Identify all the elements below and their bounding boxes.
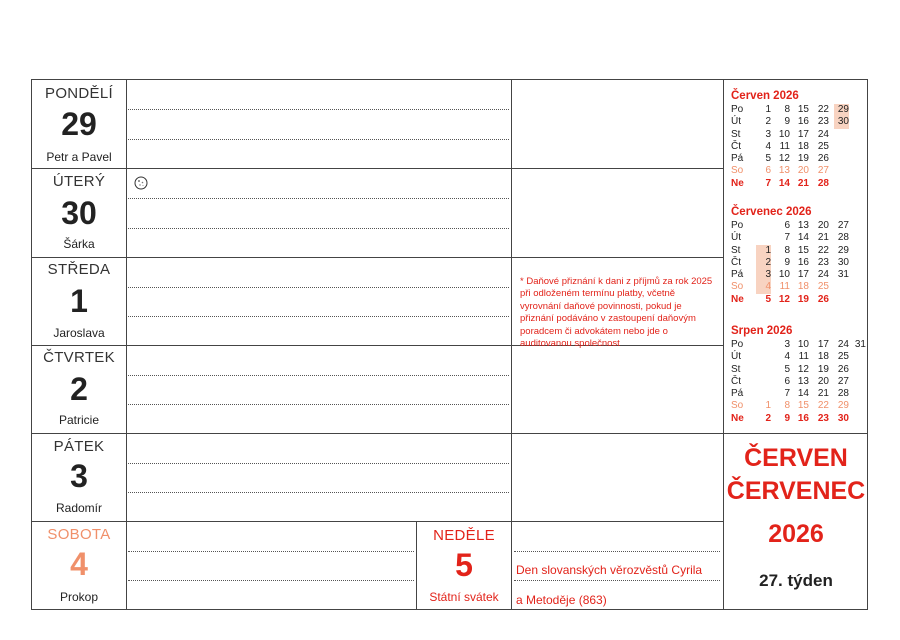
writing-line — [128, 492, 509, 493]
mini-calendar-row — [731, 232, 863, 244]
name-day: Šárka — [63, 237, 95, 251]
mini-calendar-day: 12 — [778, 293, 790, 305]
weekday-label: Čt — [731, 256, 741, 268]
mini-calendar-day: 1 — [765, 400, 771, 412]
mini-calendar-day: 30 — [837, 412, 849, 424]
mini-calendar-day: 6 — [784, 375, 790, 387]
mini-calendar-day: 26 — [837, 363, 849, 375]
mini-calendar-day: 15 — [797, 244, 809, 256]
mini-calendar-day: 18 — [817, 351, 829, 363]
mini-calendar-row — [731, 413, 863, 425]
mini-calendar-day: 3 — [784, 339, 790, 350]
day-sunday — [417, 522, 511, 609]
mini-calendar-day: 19 — [797, 293, 809, 305]
writing-line — [128, 375, 509, 376]
day-wednesday — [32, 258, 126, 346]
name-day: Jaroslava — [53, 326, 105, 340]
writing-line — [128, 580, 414, 581]
mini-calendar-day: 12 — [797, 363, 809, 375]
mini-calendar-day: 9 — [784, 412, 790, 424]
mini-calendar-day: 20 — [817, 220, 829, 231]
mini-calendar-day: 8 — [784, 104, 790, 115]
mini-calendar-day: 17 — [797, 269, 809, 281]
writing-line — [128, 316, 509, 317]
day-number: 5 — [455, 547, 473, 583]
mini-calendar-day: 5 — [765, 293, 771, 305]
day-name: PÁTEK — [53, 438, 105, 455]
mini-calendar-row — [731, 129, 863, 141]
mini-calendar-day: 25 — [817, 140, 829, 152]
mini-calendar-row — [731, 388, 863, 400]
mini-calendar-day: 26 — [817, 153, 829, 165]
mini-calendar-day: 21 — [817, 232, 829, 244]
year-title: 2026 — [768, 520, 824, 548]
mini-calendar-row — [731, 153, 863, 165]
day-separator — [32, 521, 723, 522]
mini-calendar-day: 23 — [817, 116, 829, 128]
mini-calendar-day: 22 — [817, 244, 829, 256]
mini-calendar-day: 30 — [834, 116, 849, 128]
day-friday — [32, 434, 126, 522]
mini-calendar-day: 9 — [784, 256, 790, 268]
mini-calendar-row — [731, 104, 863, 116]
mini-calendar-day: 11 — [798, 351, 809, 363]
mini-calendar-july — [731, 206, 863, 306]
mini-calendar-day: 11 — [779, 281, 790, 293]
mini-calendar-day: 21 — [817, 388, 829, 400]
mini-calendar-row — [731, 257, 863, 269]
mini-calendar-day: 20 — [797, 165, 809, 177]
day-separator — [32, 257, 723, 258]
day-name: NEDĚLE — [433, 527, 495, 544]
mini-calendar-row — [731, 294, 863, 306]
mini-calendar-day: 10 — [778, 269, 790, 281]
mini-calendar-day: 24 — [837, 339, 849, 350]
mini-calendar-day: 8 — [784, 400, 790, 412]
mini-calendar-day: 7 — [784, 232, 790, 244]
mini-calendar-day: 10 — [778, 128, 790, 140]
tax-note: * Daňové přiznání k dani z příjmů za rok 2025 při odloženém termínu platby, včetně vyrovnání daňové povinnosti, pokud je přiznání podáváno v zastoupení daňovým poradcem či advokátem nebo jde o auditovanou společnost — [520, 276, 713, 350]
holiday-line-2: a Metoděje (863) — [516, 593, 607, 607]
weekday-label: Út — [731, 351, 741, 363]
weekday-label: Út — [731, 116, 741, 128]
mini-calendar-day: 18 — [797, 140, 809, 152]
mini-calendar-title: Červenec 2026 — [731, 206, 812, 218]
mini-calendar-day: 10 — [797, 339, 809, 350]
mini-calendar-row — [731, 141, 863, 153]
mini-calendar-day: 25 — [817, 281, 829, 293]
mini-calendar-day: 16 — [797, 256, 809, 268]
name-day: Petr a Pavel — [46, 150, 112, 164]
weekday-label: Čt — [731, 140, 741, 152]
mini-calendar-row — [731, 351, 863, 363]
writing-line — [128, 463, 509, 464]
weekday-label: So — [731, 165, 744, 177]
writing-line — [128, 198, 509, 199]
mini-calendar-day: 21 — [797, 177, 809, 189]
mini-calendar-day: 28 — [817, 177, 829, 189]
day-name: SOBOTA — [47, 526, 111, 543]
mini-calendar-day: 31 — [837, 269, 849, 281]
day-number: 3 — [70, 458, 88, 494]
day-thursday — [32, 346, 126, 434]
weekday-label: Pá — [731, 269, 744, 281]
weekday-label: So — [731, 281, 744, 293]
mini-calendar-day: 5 — [765, 153, 771, 165]
mini-calendar-row — [731, 220, 863, 232]
mini-calendar-day: 26 — [817, 293, 829, 305]
day-name: PONDĚLÍ — [45, 85, 113, 102]
mini-calendar-day: 11 — [779, 140, 790, 152]
mini-calendar-day: 22 — [817, 400, 829, 412]
mini-calendar-day: 24 — [817, 269, 829, 281]
mini-calendar-row — [731, 116, 863, 128]
day-number: 29 — [61, 106, 97, 142]
mini-calendar-day: 18 — [797, 281, 809, 293]
mini-calendar-day: 22 — [817, 104, 829, 115]
month-title-2: ČERVENEC — [726, 477, 866, 505]
mini-calendar-day: 28 — [837, 388, 849, 400]
day-name: ČTVRTEK — [43, 349, 115, 366]
mini-calendar-title: Srpen 2026 — [731, 325, 793, 337]
mini-calendar-day: 14 — [778, 177, 790, 189]
month-title-1: ČERVEN — [744, 444, 848, 472]
mini-calendar-day: 2 — [765, 116, 771, 128]
day-saturday — [32, 522, 126, 609]
day-number: 2 — [70, 371, 88, 407]
mini-calendar-day: 13 — [797, 375, 809, 387]
mini-calendar-day: 15 — [797, 400, 809, 412]
mini-calendar-day: 7 — [784, 388, 790, 400]
moon-phase-icon — [134, 176, 148, 190]
name-day: Patricie — [58, 413, 99, 427]
day-number: 1 — [70, 283, 88, 319]
mini-calendar-day: 23 — [817, 412, 829, 424]
weekday-label: Ne — [731, 293, 744, 305]
mini-calendar-day: 3 — [756, 269, 771, 281]
mini-calendar-day: 16 — [797, 412, 809, 424]
mini-calendar-day: 20 — [817, 375, 829, 387]
mini-calendar-day: 6 — [784, 220, 790, 231]
mini-calendar-day: 27 — [817, 165, 829, 177]
writing-line — [128, 109, 509, 110]
mini-calendar-day: 19 — [817, 363, 829, 375]
mini-calendar-day: 7 — [765, 177, 771, 189]
mini-calendar-day: 2 — [765, 412, 771, 424]
mini-calendar-day: 29 — [837, 400, 849, 412]
mini-calendar-row — [731, 376, 863, 388]
mini-calendar-day: 6 — [765, 165, 771, 177]
weekday-label: So — [731, 400, 744, 412]
writing-line — [128, 228, 509, 229]
weekday-label: Út — [731, 232, 741, 244]
writing-line — [514, 580, 720, 581]
day-separator — [32, 433, 868, 434]
mini-calendar-row — [731, 269, 863, 281]
mini-calendar-day: 19 — [797, 153, 809, 165]
week-number: 27. týden — [759, 571, 833, 590]
mini-calendar-title: Červen 2026 — [731, 90, 799, 102]
mini-calendar-row — [731, 364, 863, 376]
mini-calendar-day: 29 — [837, 244, 849, 256]
mini-calendar-day: 9 — [784, 116, 790, 128]
weekday-label: Čt — [731, 375, 741, 387]
name-day: Prokop — [59, 590, 99, 604]
mini-calendar-row — [731, 178, 863, 190]
weekday-label: Po — [731, 220, 744, 231]
weekday-label: St — [731, 128, 741, 140]
day-number: 30 — [61, 195, 97, 231]
weekday-label: Pá — [731, 388, 744, 400]
mini-calendar-row — [731, 339, 866, 351]
day-tuesday — [32, 169, 126, 257]
mini-calendar-day: 3 — [765, 128, 771, 140]
name-day: Radomír — [55, 501, 102, 515]
mini-calendar-row — [731, 400, 863, 412]
mini-calendar-day: 1 — [756, 245, 771, 257]
mini-calendar-day: 24 — [817, 128, 829, 140]
mini-calendar-august — [731, 325, 866, 425]
mini-calendar-day: 13 — [797, 220, 809, 231]
weekday-label: Ne — [731, 177, 744, 189]
mini-calendar-day: 25 — [837, 351, 849, 363]
writing-line — [128, 404, 509, 405]
mini-calendar-day: 23 — [817, 256, 829, 268]
day-number: 4 — [70, 546, 88, 582]
mini-calendar-day: 14 — [797, 388, 809, 400]
mini-calendar-day: 30 — [837, 256, 849, 268]
writing-line — [514, 551, 720, 552]
mini-calendar-day: 16 — [797, 116, 809, 128]
day-monday — [32, 80, 126, 168]
weekday-label: Ne — [731, 412, 744, 424]
mini-calendar-day: 28 — [837, 232, 849, 244]
mini-calendar-day: 13 — [778, 165, 790, 177]
mini-calendar-day: 12 — [778, 153, 790, 165]
mini-calendar-june — [731, 90, 863, 190]
mini-calendar-day: 8 — [784, 244, 790, 256]
mini-calendar-day: 5 — [784, 363, 790, 375]
holiday-line-1: Den slovanských věrozvěstů Cyrila — [516, 563, 703, 577]
mini-calendar-day: 27 — [837, 220, 849, 231]
weekday-label: St — [731, 363, 741, 375]
writing-line — [128, 287, 509, 288]
mini-calendar-day: 17 — [797, 128, 809, 140]
mini-calendar-row — [731, 281, 863, 293]
day-name: ÚTERÝ — [52, 173, 106, 190]
mini-calendar-day: 15 — [797, 104, 809, 115]
mini-calendar-day: 1 — [765, 104, 771, 115]
mini-calendar-day: 4 — [784, 351, 790, 363]
mini-calendar-row — [731, 165, 863, 177]
mini-calendar-day: 4 — [756, 281, 771, 293]
weekday-label: St — [731, 244, 741, 256]
writing-line — [128, 139, 509, 140]
mini-calendar-day: 31 — [854, 339, 866, 350]
day-name: STŘEDA — [47, 261, 111, 278]
holiday-label: Státní svátek — [429, 590, 499, 604]
weekday-label: Po — [731, 339, 744, 350]
day-separator — [32, 168, 723, 169]
weekday-label: Pá — [731, 153, 744, 165]
mini-calendar-day: 27 — [837, 375, 849, 387]
weekday-label: Po — [731, 104, 744, 115]
mini-calendar-day: 17 — [817, 339, 829, 350]
mini-calendar-day: 29 — [834, 104, 849, 116]
mini-calendar-day: 2 — [756, 257, 771, 269]
mini-calendar-day: 14 — [797, 232, 809, 244]
mini-calendar-day: 4 — [765, 140, 771, 152]
writing-line — [128, 551, 414, 552]
mini-calendar-row — [731, 245, 863, 257]
